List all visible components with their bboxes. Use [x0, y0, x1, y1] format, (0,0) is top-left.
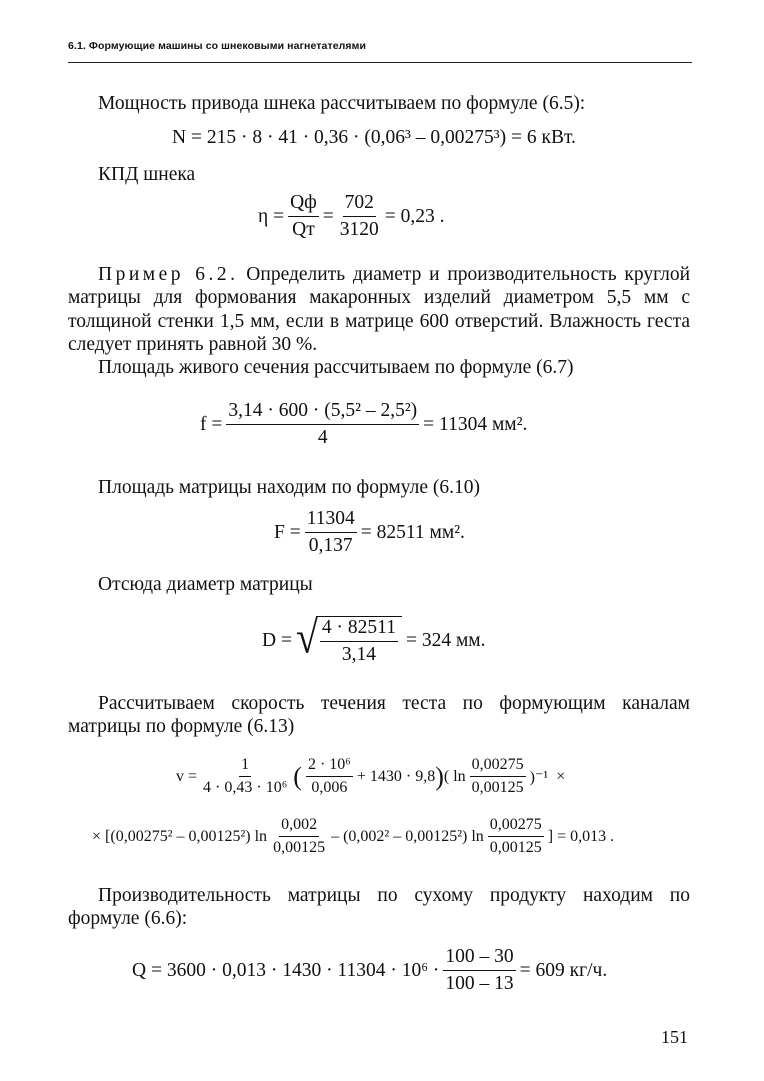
equation-matrix-area: F = $\frac{11304}{0,137}$ = 82511 мм². — [274, 508, 465, 556]
paragraph-diameter: Отсюда диаметр матрицы — [98, 574, 313, 595]
example-text: Определить диаметр и производительность круглой матрицы для формования макаронных изделий диаметром 5,5 мм с толщиной стенки 1,5 мм, если в матрице 600 отверстий. Влажность геста следует принять равной 30 %. — [68, 264, 691, 355]
equation-velocity-line1: v = $\frac{1}{\text{4 · 0,43 · 10⁶}}$ ( $\frac{\text{2 · 10⁶}}{0,006}$ + 1430 · 9,8 ) ( ln $\frac{0,00275}{0,00125}$ )⁻¹ × — [176, 756, 566, 796]
equation-productivity: Q = 3600 · 0,013 · 1430 · 11304 · 10⁶ · $\frac{100 - 30}{100 - 13}$ = 609 кг/ч. — [132, 946, 608, 994]
equation-live-section: f = $\frac{\text{3,14 · 600 · (5,5² – 2,5²)}}{4}$ = 11304 мм². — [200, 400, 528, 448]
running-header: 6.1. Формующие машины со шнековыми нагнетателями — [68, 40, 367, 52]
paragraph-matrix-area: Площадь матрицы находим по формуле (6.10) — [98, 477, 481, 498]
paragraph-example — [68, 263, 690, 356]
paragraph-power: Мощность привода шнека рассчитываем по формуле (6.5): — [98, 93, 586, 114]
paragraph-productivity: Производительность матрицы по сухому продукту находим по формуле (6.6): — [68, 885, 690, 930]
equation-power: N = 215 · 8 · 41 · 0,36 · (0,06³ – 0,00275³) = 6 кВт. — [172, 127, 576, 148]
paragraph-velocity: Рассчитываем скорость течения теста по формующим каналам матрицы по формуле (6.13) — [68, 693, 690, 738]
paragraph-live-section: Площадь живого сечения рассчитываем по формуле (6.7) — [98, 357, 574, 378]
paragraph-efficiency: КПД шнека — [98, 164, 196, 185]
equation-diameter: D = √ $\frac{4 \cdot 82511}{3,14}$ = 324 мм. — [262, 611, 486, 665]
header-rule — [68, 62, 692, 63]
page-number: 151 — [661, 1027, 688, 1047]
equation-efficiency: η = $\frac{Qф}{Qт}$ = $\frac{702}{3120}$ = 0,23 . — [258, 192, 445, 240]
example-label: Пример 6.2. — [98, 264, 239, 285]
equation-velocity-line2: × [ (0,00275² – 0,00125²) ln $\frac{0,002}{0,00125}$ – (0,002² – 0,00125²) ln $\frac{0,00275}{0,00125}$ ] = 0,013 . — [92, 816, 615, 856]
